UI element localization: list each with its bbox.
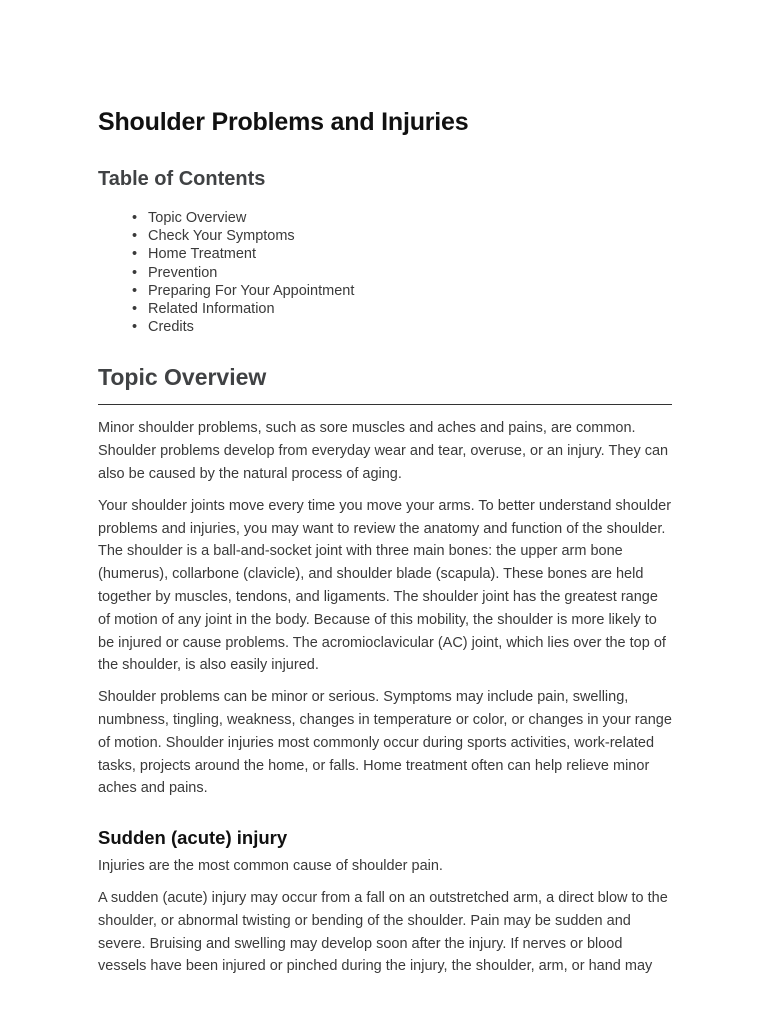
topic-overview-heading: Topic Overview [98,360,672,405]
toc-list [98,209,672,336]
acute-injury-paragraph: A sudden (acute) injury may occur from a fall on an outstretched arm, a direct blow to the shoulder, or abnormal twisting or bending of the shoulder. Pain may be sudden and severe. Bruising and swelling may develop soon after the injury. If nerves or blood vessels have been injured or pinched during the injury, the shoulder, arm, or hand may [98,889,668,975]
overview-paragraph: Your shoulder joints move every time you move your arms. To better understand shoulder problems and injuries, you may want to review the anatomy and function of the shoulder. The shoulder is a ball-and-socket joint with three main bones: the upper arm bone (humerus), collarbone (clavicle), and shoulder blade (scapula). These bones are held together by muscles, tendons, and ligaments. The shoulder joint has the greatest range of motion of any joint in the body. Because of this mobility, the shoulder is more likely to be injured or cause problems. The acromioclavicular (AC) joint, which lies over the top of the shoulder, is also easily injured. [98,497,672,674]
toc-item-label: Check Your Symptoms [148,228,295,245]
toc-item-label: Prevention [148,264,218,281]
toc-item-label: Credits [148,319,194,336]
toc-item-label: Preparing For Your Appointment [148,282,355,299]
document-page [98,106,672,978]
acute-injury-heading: Sudden (acute) injury [98,827,288,849]
toc-item-related-information[interactable] [132,300,672,318]
bullet-icon: • [132,319,138,336]
toc-item-home-treatment[interactable] [132,245,672,263]
bullet-icon: • [132,210,138,226]
toc-item-label: Home Treatment [148,246,256,263]
toc-item-check-your-symptoms[interactable] [132,227,672,245]
overview-paragraph: Shoulder problems can be minor or serious. Symptoms may include pain, swelling, numbness, tingling, weakness, changes in temperature or color, or changes in your range of motion. Shoulder injuries most commonly occur during sports activities, work-related tasks, projects around the home, or falls. Home treatment often can help relieve minor aches and pains. [98,689,672,797]
bullet-icon: • [132,228,138,245]
toc-item-topic-overview[interactable] [132,209,672,227]
toc-item-credits[interactable] [132,318,672,336]
page-title: Shoulder Problems and Injuries [98,108,469,136]
overview-paragraph: Minor shoulder problems, such as sore muscles and aches and pains, are common. Shoulder problems develop from everyday wear and tear, overuse, or an injury. They can also be caused by the natural process of aging. [98,420,669,483]
toc-item-preparing-for-appointment[interactable] [132,282,672,300]
bullet-icon: • [132,246,138,263]
acute-injury-paragraph: Injuries are the most common cause of shoulder pain. [98,858,443,875]
bullet-icon: • [132,282,138,299]
toc-item-label: Topic Overview [148,210,247,226]
toc-item-prevention[interactable] [132,264,672,282]
toc-item-label: Related Information [148,301,275,318]
toc-heading: Table of Contents [98,168,266,190]
bullet-icon: • [132,301,138,318]
bullet-icon: • [132,264,138,281]
